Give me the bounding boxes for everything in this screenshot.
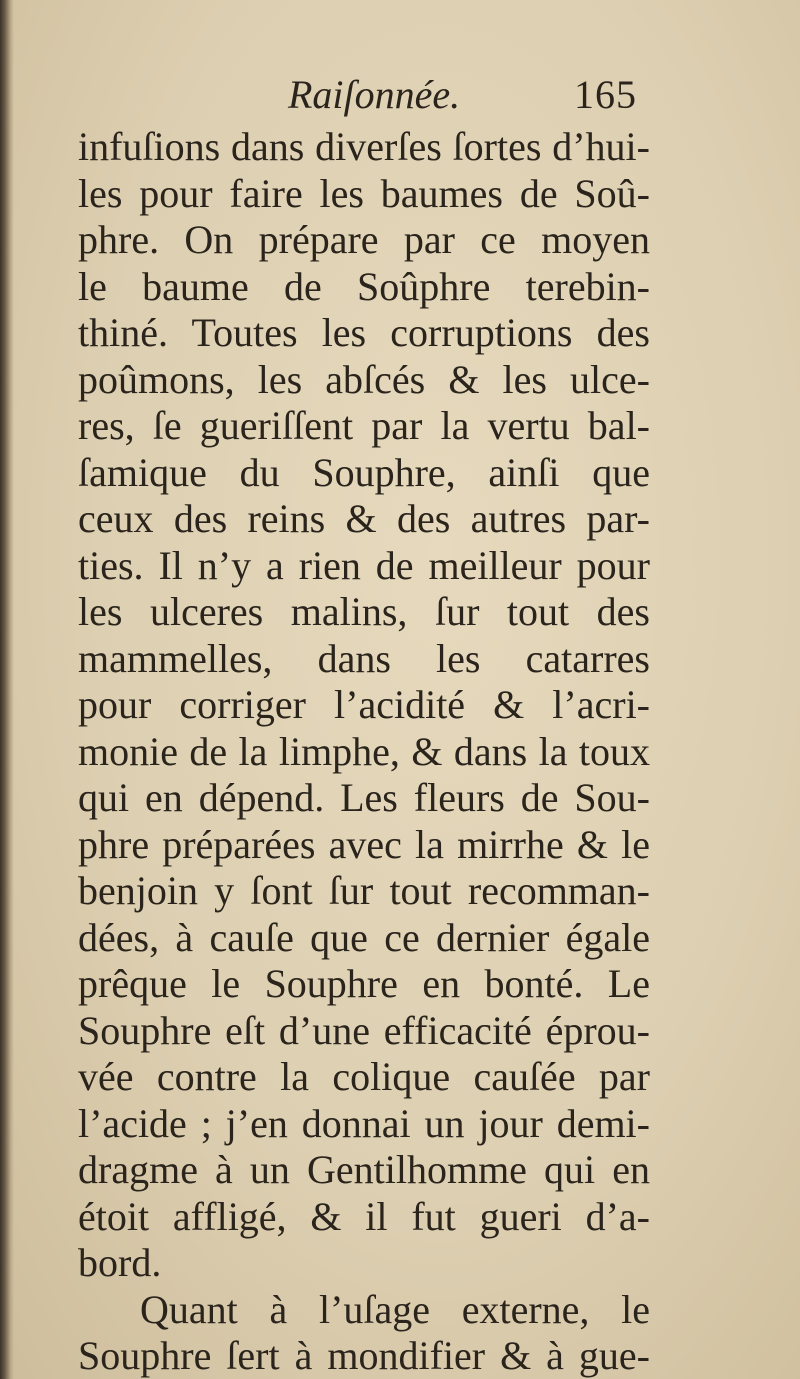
text-line: ties. Il n’y a rien de meilleur pour [78,542,650,588]
text-line: ceux des reins & des autres par- [78,496,650,541]
text-line: Souphre ſert à mondifier & à gue- [78,1333,650,1378]
text-line: benjoin y ſont ſur tout recomman- [78,868,650,913]
text-line: monie de la limphe, & dans la toux [78,728,650,774]
text-line: prêque le Souphre en bonté. Le [78,961,650,1006]
text-line: bord. [78,1240,162,1285]
text-line: l’acide ; j’en donnai un jour demi- [78,1100,650,1146]
page-number: 165 [574,72,637,117]
text-line: ſamique du Souphre, ainſi que [78,449,650,495]
text-line: Quant à l’uſage externe, le [140,1286,650,1332]
page-header [0,70,800,120]
text-line: les ulceres malins, ſur tout des [78,589,650,634]
text-line: qui en dépend. Les fleurs de Sou- [78,775,650,820]
text-line: étoit affligé, & il fut gueri d’a- [78,1193,650,1239]
text-line: le baume de Soûphre terebin- [78,263,650,309]
text-line: dées, à cauſe que ce dernier égale [78,914,650,960]
text-line: res, ſe gueriſſent par la vertu bal- [78,403,650,448]
text-line: Souphre eſt d’une efficacité éprou- [78,1007,650,1053]
text-line: pour corriger l’acidité & l’acri- [78,682,650,727]
text-line: phre. On prépare par ce moyen [78,217,650,262]
text-line: poûmons, les abſcés & les ulce- [78,356,650,402]
text-line: les pour faire les baumes de Soû- [78,170,650,216]
text-line: vée contre la colique cauſée par [78,1054,650,1099]
text-line: infuſions dans diverſes ſortes d’hui- [78,124,650,169]
text-line: thiné. Toutes les corruptions des [78,310,650,355]
text-line: mammelles, dans les catarres [78,635,650,681]
body-text [78,124,650,1379]
running-title: Raiſonnée. [288,72,461,117]
page-binding-shadow [0,0,14,1379]
text-line: dragme à un Gentilhomme qui en [78,1147,650,1192]
text-line: phre préparées avec la mirrhe & le [78,821,650,867]
